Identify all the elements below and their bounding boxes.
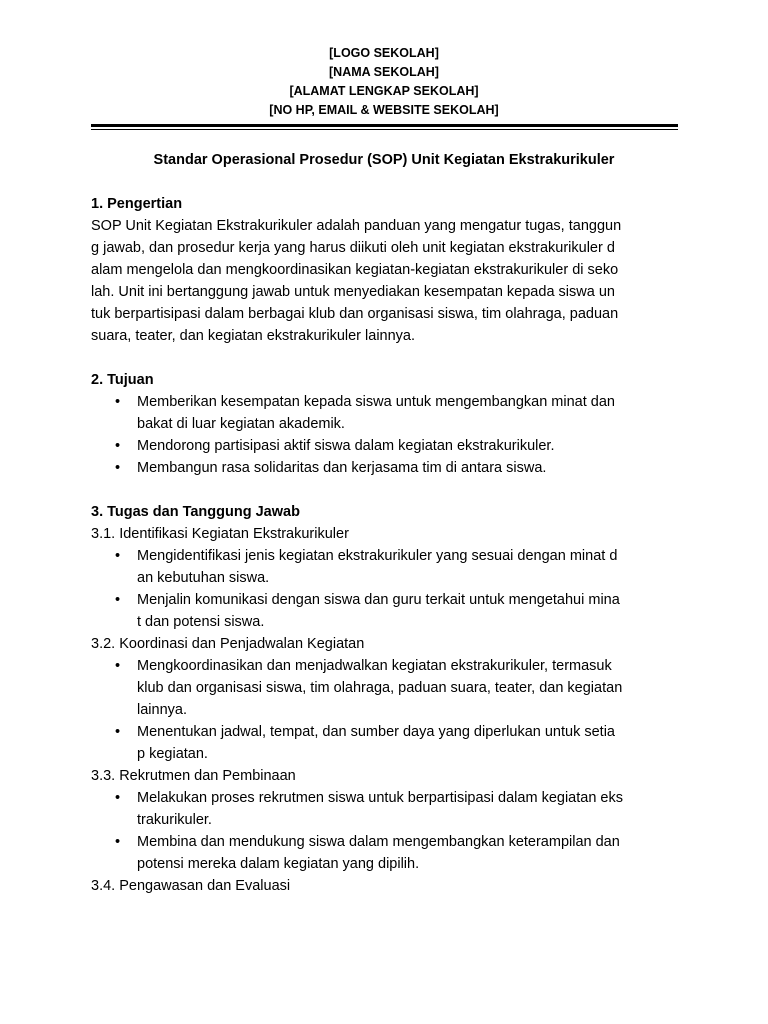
tujuan-list xyxy=(91,391,681,479)
spacer xyxy=(91,479,681,501)
school-address-placeholder: [ALAMAT LENGKAP SEKOLAH] xyxy=(289,84,479,98)
bullet-icon: • xyxy=(115,460,121,476)
bullet-icon: • xyxy=(115,658,121,674)
list-item-line: Menentukan jadwal, tempat, dan sumber daya yang diperlukan untuk setia xyxy=(137,724,615,740)
bullet-icon: • xyxy=(115,724,121,740)
list-item-line: bakat di luar kegiatan akademik. xyxy=(137,416,345,432)
list-item-line: Memberikan kesempatan kepada siswa untuk mengembangkan minat dan xyxy=(137,394,615,410)
bullet-icon: • xyxy=(115,438,121,454)
paragraph-line: SOP Unit Kegiatan Ekstrakurikuler adalah panduan yang mengatur tugas, tanggun xyxy=(91,218,622,234)
bullet-icon: • xyxy=(115,394,121,410)
school-contact-placeholder: [NO HP, EMAIL & WEBSITE SEKOLAH] xyxy=(269,103,499,117)
list-item xyxy=(91,655,681,721)
list-item-line: Mendorong partisipasi aktif siswa dalam kegiatan ekstrakurikuler. xyxy=(137,438,555,454)
section-heading-pengertian: 1. Pengertian xyxy=(91,196,183,212)
list-item-line: Membina dan mendukung siswa dalam mengembangkan keterampilan dan xyxy=(137,834,620,850)
section-heading-tujuan: 2. Tujuan xyxy=(91,372,154,388)
section-heading-tugas: 3. Tugas dan Tanggung Jawab xyxy=(91,504,300,520)
spacer xyxy=(91,347,681,369)
list-item-line: an kebutuhan siswa. xyxy=(137,570,270,586)
bullet-icon: • xyxy=(115,834,121,850)
list-item xyxy=(91,787,681,831)
list-item-line: trakurikuler. xyxy=(137,812,212,828)
list-item-line: t dan potensi siswa. xyxy=(137,614,265,630)
letterhead-divider-thick xyxy=(91,124,678,127)
school-logo-placeholder: [LOGO SEKOLAH] xyxy=(329,46,439,60)
document-body xyxy=(91,193,681,897)
subsection-list xyxy=(91,545,681,633)
letterhead-divider-thin xyxy=(91,129,678,130)
paragraph-line: tuk berpartisipasi dalam berbagai klub dan organisasi siswa, tim olahraga, paduan xyxy=(91,306,619,322)
paragraph-line: suara, teater, dan kegiatan ekstrakurikuler lainnya. xyxy=(91,328,416,344)
list-item-line: Menjalin komunikasi dengan siswa dan guru terkait untuk mengetahui mina xyxy=(137,592,620,608)
paragraph-line: lah. Unit ini bertanggung jawab untuk menyediakan kesempatan kepada siswa un xyxy=(91,284,615,300)
letterhead xyxy=(0,44,768,120)
subsection-list xyxy=(91,655,681,765)
list-item xyxy=(91,457,681,479)
subsection-heading: 3.4. Pengawasan dan Evaluasi xyxy=(91,878,291,894)
list-item-line: klub dan organisasi siswa, tim olahraga, paduan suara, teater, dan kegiatan xyxy=(137,680,623,696)
paragraph-line: g jawab, dan prosedur kerja yang harus diikuti oleh unit kegiatan ekstrakurikuler d xyxy=(91,240,615,256)
school-name-placeholder: [NAMA SEKOLAH] xyxy=(329,65,439,79)
list-item xyxy=(91,721,681,765)
list-item xyxy=(91,391,681,435)
list-item-line: p kegiatan. xyxy=(137,746,208,762)
subsection-list xyxy=(91,787,681,875)
list-item xyxy=(91,545,681,589)
subsection-heading: 3.3. Rekrutmen dan Pembinaan xyxy=(91,768,296,784)
list-item-line: potensi mereka dalam kegiatan yang dipilih. xyxy=(137,856,420,872)
pengertian-paragraph xyxy=(91,215,681,347)
list-item-line: Melakukan proses rekrutmen siswa untuk berpartisipasi dalam kegiatan eks xyxy=(137,790,623,806)
bullet-icon: • xyxy=(115,548,121,564)
list-item xyxy=(91,831,681,875)
subsection-heading: 3.2. Koordinasi dan Penjadwalan Kegiatan xyxy=(91,636,365,652)
bullet-icon: • xyxy=(115,790,121,806)
list-item xyxy=(91,589,681,633)
bullet-icon: • xyxy=(115,592,121,608)
list-item-line: Mengkoordinasikan dan menjadwalkan kegiatan ekstrakurikuler, termasuk xyxy=(137,658,612,674)
list-item-line: Membangun rasa solidaritas dan kerjasama tim di antara siswa. xyxy=(137,460,547,476)
subsection-heading: 3.1. Identifikasi Kegiatan Ekstrakurikuler xyxy=(91,526,349,542)
document-title: Standar Operasional Prosedur (SOP) Unit Kegiatan Ekstrakurikuler xyxy=(153,152,615,168)
list-item-line: lainnya. xyxy=(137,702,187,718)
paragraph-line: alam mengelola dan mengkoordinasikan kegiatan-kegiatan ekstrakurikuler di seko xyxy=(91,262,619,278)
list-item xyxy=(91,435,681,457)
list-item-line: Mengidentifikasi jenis kegiatan ekstrakurikuler yang sesuai dengan minat d xyxy=(137,548,618,564)
